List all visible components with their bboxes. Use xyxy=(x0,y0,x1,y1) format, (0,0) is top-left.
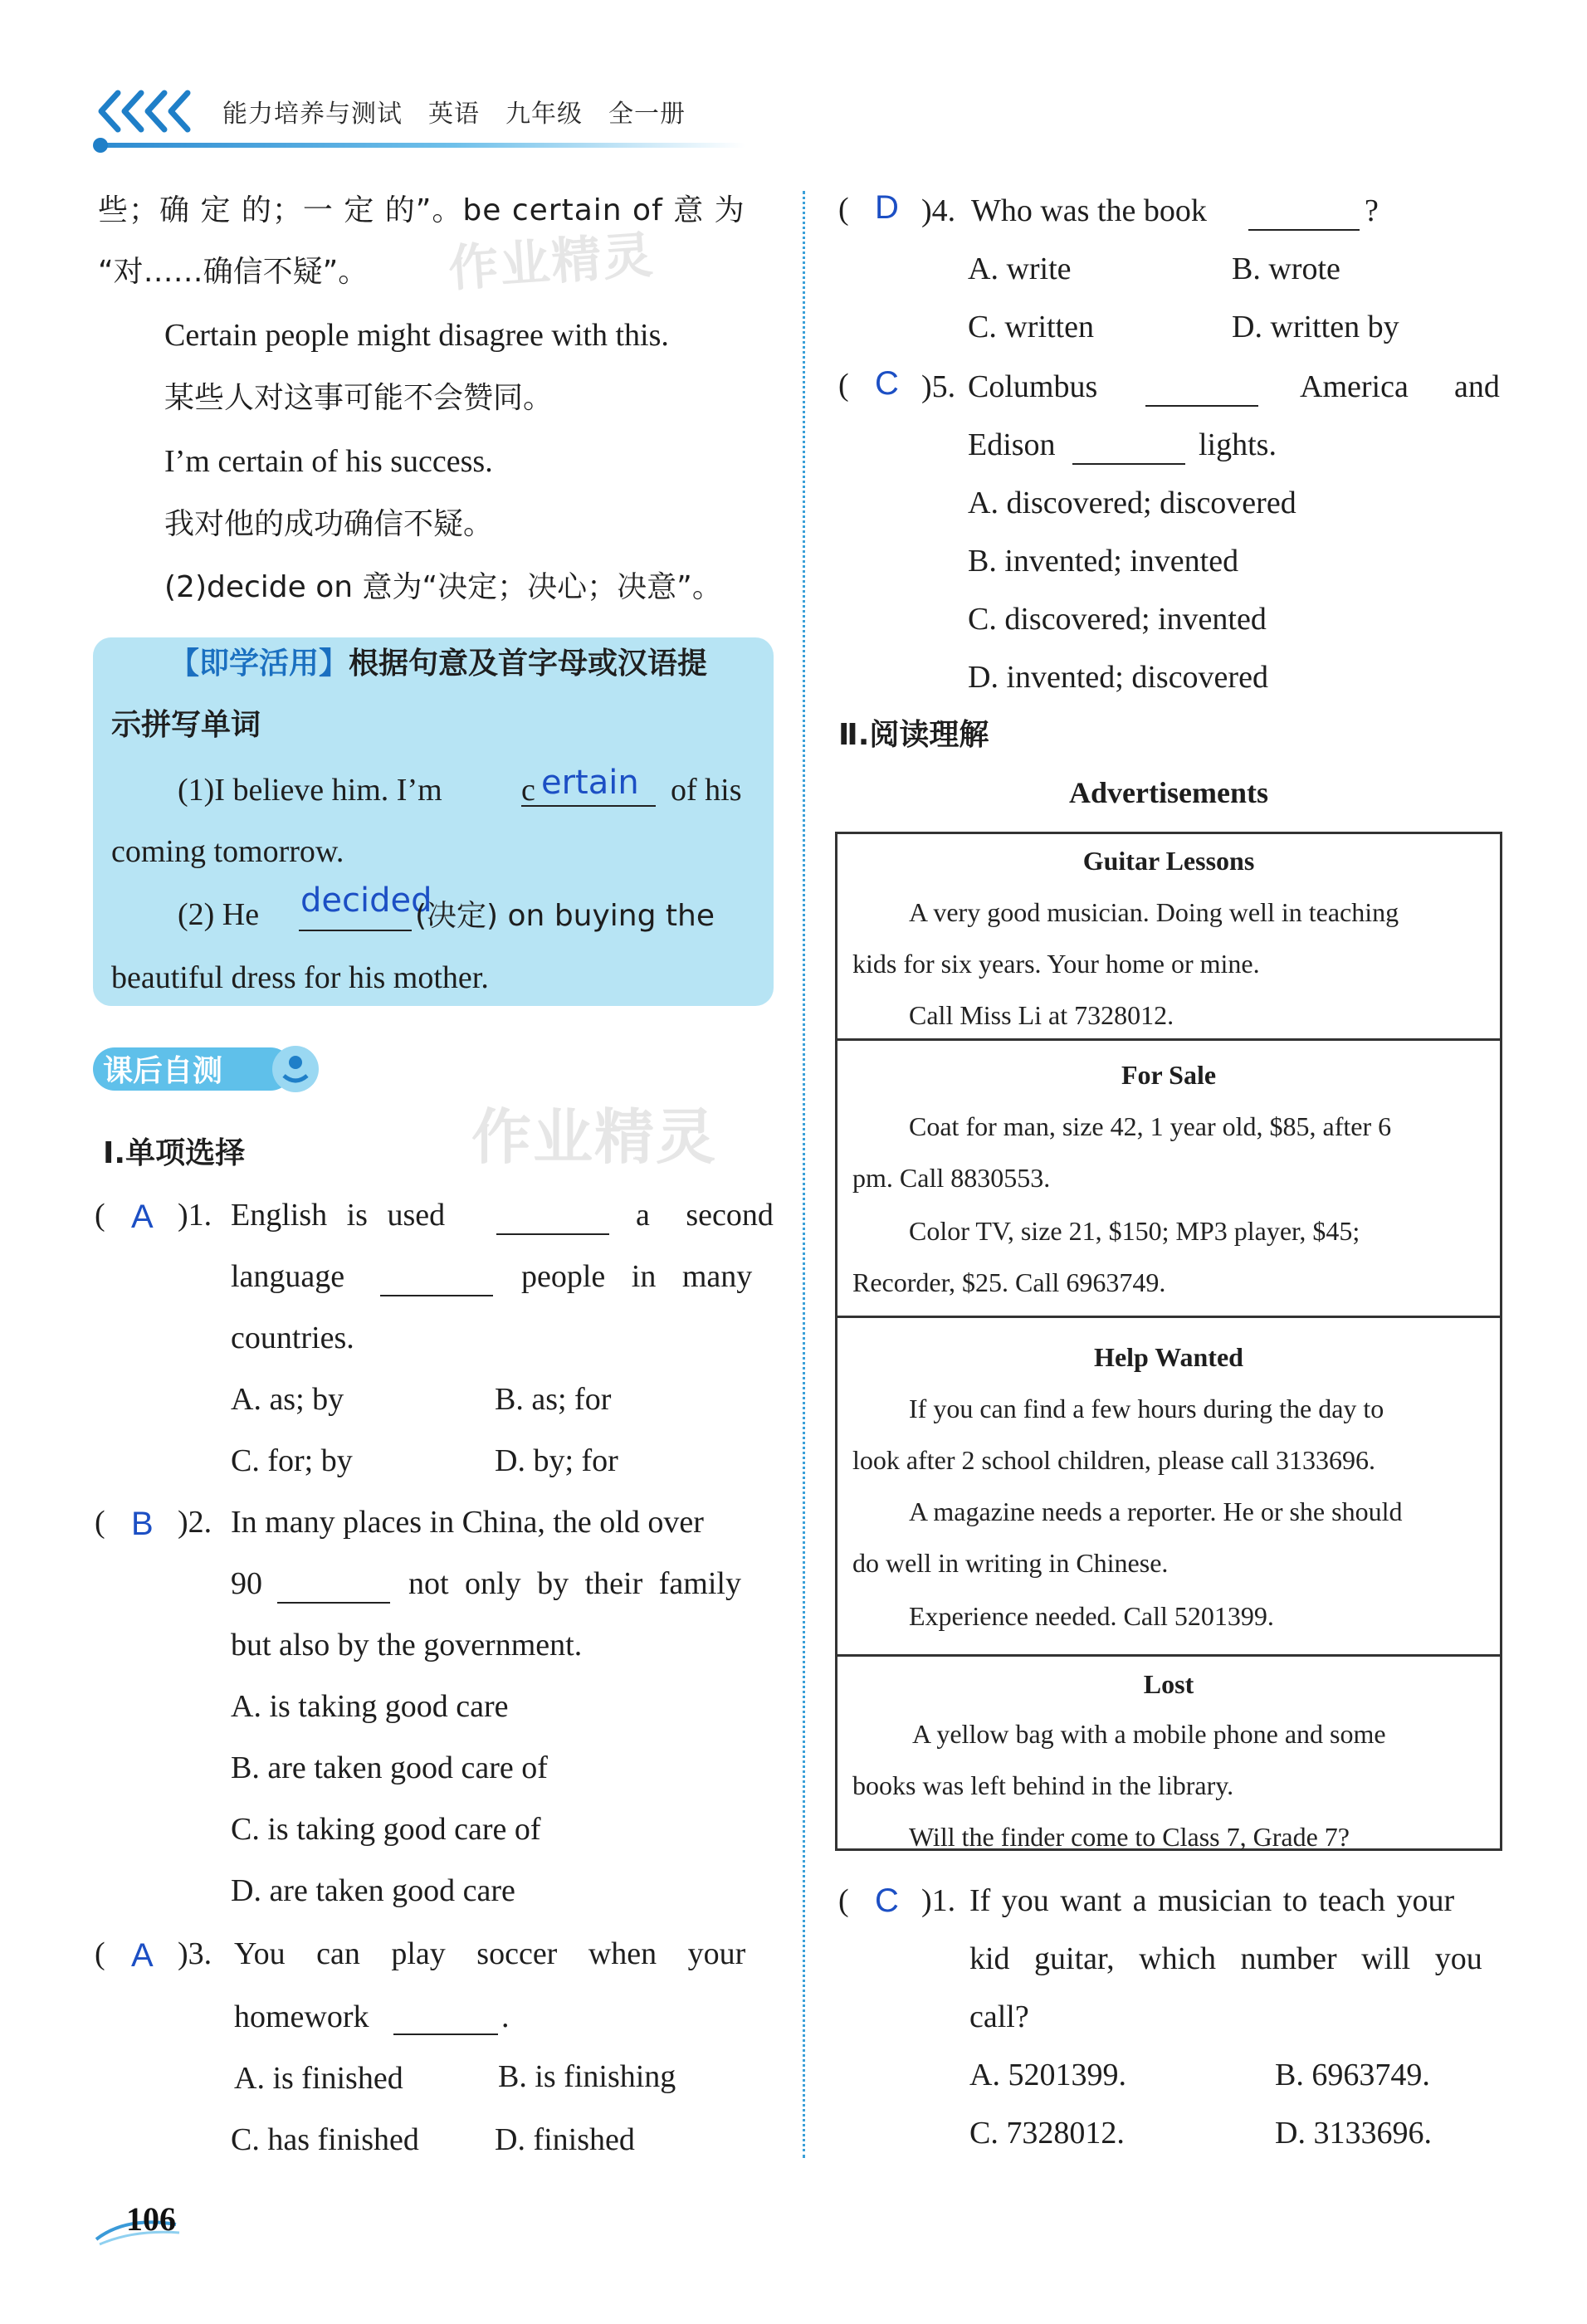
ad-title: Lost xyxy=(1143,1669,1194,1699)
header-dot xyxy=(93,138,108,153)
body-line: 些；确 定 的；一 定 的”。be certain of 意 为 xyxy=(98,193,745,227)
paren-open: ( xyxy=(95,1936,105,1971)
mc-q3-number: )3. xyxy=(178,1936,212,1971)
mc-q2-option-b: B. are taken good care of xyxy=(231,1750,548,1785)
practice-q2: (2) He xyxy=(178,897,260,932)
mc-q1-stem: countries. xyxy=(231,1321,354,1355)
mc-q1-stem: people in many xyxy=(521,1259,753,1294)
ad-text: books was left behind in the library. xyxy=(852,1770,1234,1800)
practice-q1-prefix: c xyxy=(521,773,535,808)
practice-q2: (决定) on buying the xyxy=(415,899,715,933)
body-line: “对……确信不疑”。 xyxy=(98,255,369,289)
mc-q2-option-d: D. are taken good care xyxy=(231,1873,515,1908)
ad-title: Guitar Lessons xyxy=(1082,846,1255,876)
practice-instruction: 示拼写单词 xyxy=(111,708,261,742)
mc-q2-stem: 90 xyxy=(231,1566,262,1601)
page-number: 106 xyxy=(126,2200,176,2238)
rc-q1-option-a: A. 5201399. xyxy=(969,2058,1126,2092)
answer-blank xyxy=(277,1602,390,1604)
ad-text: A yellow bag with a mobile phone and some xyxy=(912,1719,1386,1749)
paren-open: ( xyxy=(95,1198,105,1233)
ad-text: do well in writing in Chinese. xyxy=(852,1548,1169,1578)
ad-text: kids for six years. Your home or mine. xyxy=(852,949,1260,979)
mc-q3-option-c: C. has finished xyxy=(231,2122,419,2157)
mc-q2-stem: but also by the government. xyxy=(231,1628,583,1662)
answer-blank xyxy=(393,2034,498,2035)
section-title: Ⅰ.单项选择 xyxy=(103,1136,246,1170)
mc-q3-stem: You can play soccer when your xyxy=(234,1936,746,1971)
mc-q1-answer: A xyxy=(131,1199,154,1235)
ad-text: Recorder, $25. Call 6963749. xyxy=(852,1267,1166,1297)
rc-q1-stem: call? xyxy=(969,1999,1029,2034)
ad-text: If you can find a few hours during the day to xyxy=(909,1394,1384,1423)
mc-q4-option-b: B. wrote xyxy=(1232,251,1340,286)
answer-blank xyxy=(380,1295,493,1296)
mc-q3-stem: homework xyxy=(234,1999,369,2034)
ad-text: A very good musician. Doing well in teaching xyxy=(909,897,1399,927)
mc-q2-option-c: C. is taking good care of xyxy=(231,1812,541,1847)
mc-q4-stem: Who was the book xyxy=(971,193,1207,228)
mc-q5-answer: C xyxy=(875,365,899,402)
rc-q1-number: )1. xyxy=(921,1883,956,1918)
practice-q1: of his xyxy=(671,773,742,808)
practice-tag: 【即学活用】 xyxy=(169,647,349,681)
answer-blank xyxy=(1145,405,1258,407)
mc-q4-answer: D xyxy=(875,189,899,226)
mc-q3-option-d: D. finished xyxy=(495,2122,635,2157)
paren-open: ( xyxy=(838,1883,849,1918)
mc-q5-stem: America xyxy=(1300,369,1409,404)
mc-q3-answer: A xyxy=(131,1937,154,1974)
mc-q1-option-a: A. as; by xyxy=(231,1382,344,1417)
ad-divider xyxy=(837,1316,1500,1318)
mc-q3-option-b: B. is finishing xyxy=(498,2059,676,2094)
answer-blank xyxy=(1072,463,1185,465)
header-title: 能力培养与测试 英语 九年级 全一册 xyxy=(222,100,686,129)
column-divider xyxy=(803,191,805,2158)
mc-q5-option-d: D. invented; discovered xyxy=(968,660,1268,695)
rc-q1-option-b: B. 6963749. xyxy=(1275,2058,1430,2092)
mc-q2-number: )2. xyxy=(178,1505,212,1540)
usage-note: (2)decide on 意为“决定；决心；决意”。 xyxy=(164,570,722,604)
mc-q1-number: )1. xyxy=(178,1198,212,1233)
practice-q1-answer: ertain xyxy=(541,764,639,802)
example-translation: 我对他的成功确信不疑。 xyxy=(164,507,494,541)
ad-divider xyxy=(837,1654,1500,1657)
watermark: 作业精灵 xyxy=(471,1102,718,1172)
mc-q5-stem: lights. xyxy=(1199,427,1277,462)
answer-blank xyxy=(496,1233,609,1235)
mc-q5-option-b: B. invented; invented xyxy=(968,544,1239,579)
paren-open: ( xyxy=(838,368,849,403)
section-title: Ⅱ.阅读理解 xyxy=(838,718,989,752)
ad-text: Call Miss Li at 7328012. xyxy=(909,1000,1174,1030)
practice-box xyxy=(93,637,774,1006)
paren-open: ( xyxy=(95,1505,105,1540)
mc-q1-option-c: C. for; by xyxy=(231,1443,353,1478)
mc-q5-stem: Edison xyxy=(968,427,1056,462)
mc-q2-option-a: A. is taking good care xyxy=(231,1689,509,1724)
ad-text: Will the finder come to Class 7, Grade 7? xyxy=(909,1822,1350,1852)
ad-divider xyxy=(837,1038,1500,1041)
watermark: 作业精灵 xyxy=(447,226,657,299)
header-chevrons-icon xyxy=(93,86,201,136)
mc-q5-stem: and xyxy=(1454,369,1500,404)
ad-text: Experience needed. Call 5201399. xyxy=(909,1601,1274,1631)
mc-q1-option-d: D. by; for xyxy=(495,1443,618,1478)
section-badge-label: 课后自测 xyxy=(103,1054,223,1088)
mc-q2-stem: In many places in China, the old over xyxy=(231,1505,704,1540)
mc-q3-option-a: A. is finished xyxy=(234,2061,403,2096)
ad-text: look after 2 school children, please call 3133696. xyxy=(852,1445,1376,1475)
rc-q1-option-d: D. 3133696. xyxy=(1275,2116,1432,2151)
paren-open: ( xyxy=(838,192,849,227)
mc-q5-option-a: A. discovered; discovered xyxy=(968,486,1296,520)
ad-text: Color TV, size 21, $150; MP3 player, $45; xyxy=(909,1216,1360,1246)
ad-text: A magazine needs a reporter. He or she should xyxy=(909,1496,1403,1526)
ad-text: pm. Call 8830553. xyxy=(852,1163,1051,1193)
mc-q5-stem: Columbus xyxy=(968,369,1098,404)
mc-q4-option-c: C. written xyxy=(968,310,1094,344)
answer-blank xyxy=(299,930,412,931)
practice-q1: coming tomorrow. xyxy=(111,834,344,869)
period: . xyxy=(501,1999,510,2034)
ads-table xyxy=(835,832,1502,1851)
mc-q1-stem: English is used xyxy=(231,1198,446,1233)
mc-q1-stem: a second xyxy=(636,1198,774,1233)
rc-q1-option-c: C. 7328012. xyxy=(969,2116,1125,2151)
mc-q5-number: )5. xyxy=(921,369,956,404)
mc-q4-option-a: A. write xyxy=(968,251,1072,286)
mc-q2-answer: B xyxy=(131,1506,154,1542)
rc-q1-stem: kid guitar, which number will you xyxy=(969,1941,1482,1976)
ad-text: Coat for man, size 42, 1 year old, $85, after 6 xyxy=(909,1111,1392,1141)
rc-q1-stem: If you want a musician to teach your xyxy=(969,1883,1455,1918)
practice-q2-answer: decided xyxy=(300,881,432,920)
example-sentence: I’m certain of his success. xyxy=(164,444,493,479)
header-rule xyxy=(98,143,745,148)
mc-q4-number: )4. xyxy=(921,193,956,228)
practice-q2: beautiful dress for his mother. xyxy=(111,960,489,995)
mc-q4-option-d: D. written by xyxy=(1232,310,1399,344)
practice-q1: (1)I believe him. I’m xyxy=(178,773,442,808)
ad-title: Help Wanted xyxy=(1094,1342,1243,1372)
mc-q4-question-mark: ? xyxy=(1365,193,1379,228)
example-translation: 某些人对这事可能不会赞同。 xyxy=(164,381,554,415)
mc-q2-stem: not only by their family xyxy=(408,1566,741,1601)
ads-heading: Advertisements xyxy=(1069,776,1268,809)
rc-q1-answer: C xyxy=(875,1882,899,1919)
answer-blank xyxy=(1248,229,1360,231)
answer-blank xyxy=(521,805,656,807)
mc-q1-option-b: B. as; for xyxy=(495,1382,612,1417)
mc-q5-option-c: C. discovered; invented xyxy=(968,602,1267,637)
practice-instruction: 根据句意及首字母或汉语提 xyxy=(349,647,708,681)
mc-q1-stem: language xyxy=(231,1259,345,1294)
ad-title: For Sale xyxy=(1121,1060,1217,1090)
example-sentence: Certain people might disagree with this. xyxy=(164,318,669,353)
